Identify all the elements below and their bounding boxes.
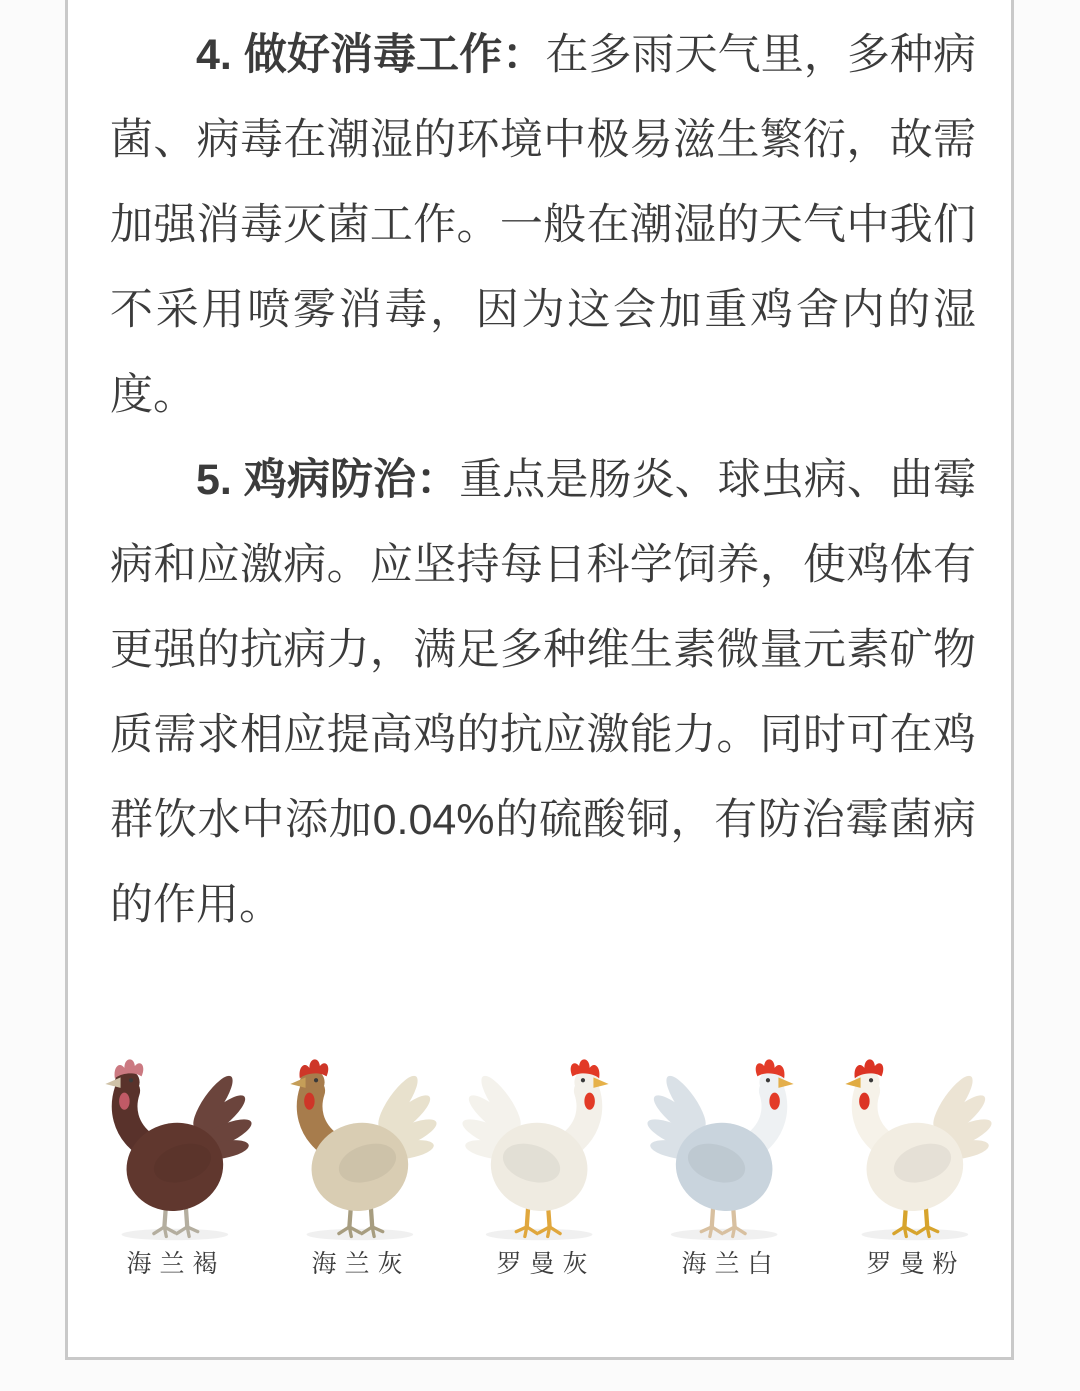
paragraph-disinfection-body: 在多雨天气里，多种病菌、病毒在潮湿的环境中极易滋生繁衍，故需加强消毒灭菌工作。一般在潮湿的天气中我们不采用喷雾消毒，因为这会加重鸡舍内的湿度。 xyxy=(110,31,977,419)
hen-beak xyxy=(845,1077,860,1087)
hen-illustration xyxy=(460,1045,624,1245)
breed-item xyxy=(265,1045,449,1279)
hen-beak xyxy=(290,1077,305,1087)
hen-beak xyxy=(593,1077,608,1087)
hen-wattle xyxy=(304,1093,314,1110)
hen-wattle xyxy=(584,1093,594,1110)
breed-item xyxy=(80,1045,264,1279)
hen-illustration xyxy=(645,1045,809,1245)
hen-eye xyxy=(869,1078,873,1082)
hen-illustration xyxy=(90,1045,254,1245)
hen-wattle xyxy=(769,1093,779,1110)
hen-eye xyxy=(314,1078,318,1082)
hen-shadow xyxy=(122,1229,229,1240)
paragraph-disease-prevention-body: 重点是肠炎、球虫病、曲霉病和应激病。应坚持每日科学饲养，使鸡体有更强的抗病力，满足多种维生素微量元素矿物质需求相应提高鸡的抗应激能力。同时可在鸡群饮水中添加0.04%的硫酸铜，有防治霉菌病的作用。 xyxy=(110,456,977,929)
breed-item xyxy=(820,1045,1004,1279)
article-text xyxy=(110,13,976,948)
paragraph-disease-prevention-heading: 5. 鸡病防治： xyxy=(196,456,460,504)
hen-wattle xyxy=(119,1093,129,1110)
hen-eye xyxy=(766,1078,770,1082)
hen-eye xyxy=(581,1078,585,1082)
hen-shadow xyxy=(307,1229,414,1240)
breed-label: 海兰灰 xyxy=(311,1250,411,1278)
breed-label: 罗曼灰 xyxy=(496,1250,596,1278)
breed-label: 海兰白 xyxy=(681,1250,781,1278)
hen-illustration xyxy=(830,1045,994,1245)
breed-label: 海兰褐 xyxy=(126,1250,226,1278)
paragraph-disease-prevention xyxy=(110,438,976,948)
hen-shadow xyxy=(486,1229,593,1240)
paragraph-disinfection-heading: 4. 做好消毒工作： xyxy=(196,31,546,79)
breed-item xyxy=(635,1045,819,1279)
hen-shadow xyxy=(862,1229,969,1240)
breeds-figure xyxy=(80,1045,1004,1279)
hen-beak xyxy=(105,1077,120,1087)
breed-item xyxy=(450,1045,634,1279)
hen-wattle xyxy=(859,1093,869,1110)
paragraph-disinfection xyxy=(110,13,976,438)
hen-row xyxy=(80,1045,1004,1279)
hen-illustration xyxy=(275,1045,439,1245)
hen-shadow xyxy=(671,1229,778,1240)
hen-eye xyxy=(129,1078,133,1082)
breed-label: 罗曼粉 xyxy=(866,1250,966,1278)
hen-beak xyxy=(778,1077,793,1087)
